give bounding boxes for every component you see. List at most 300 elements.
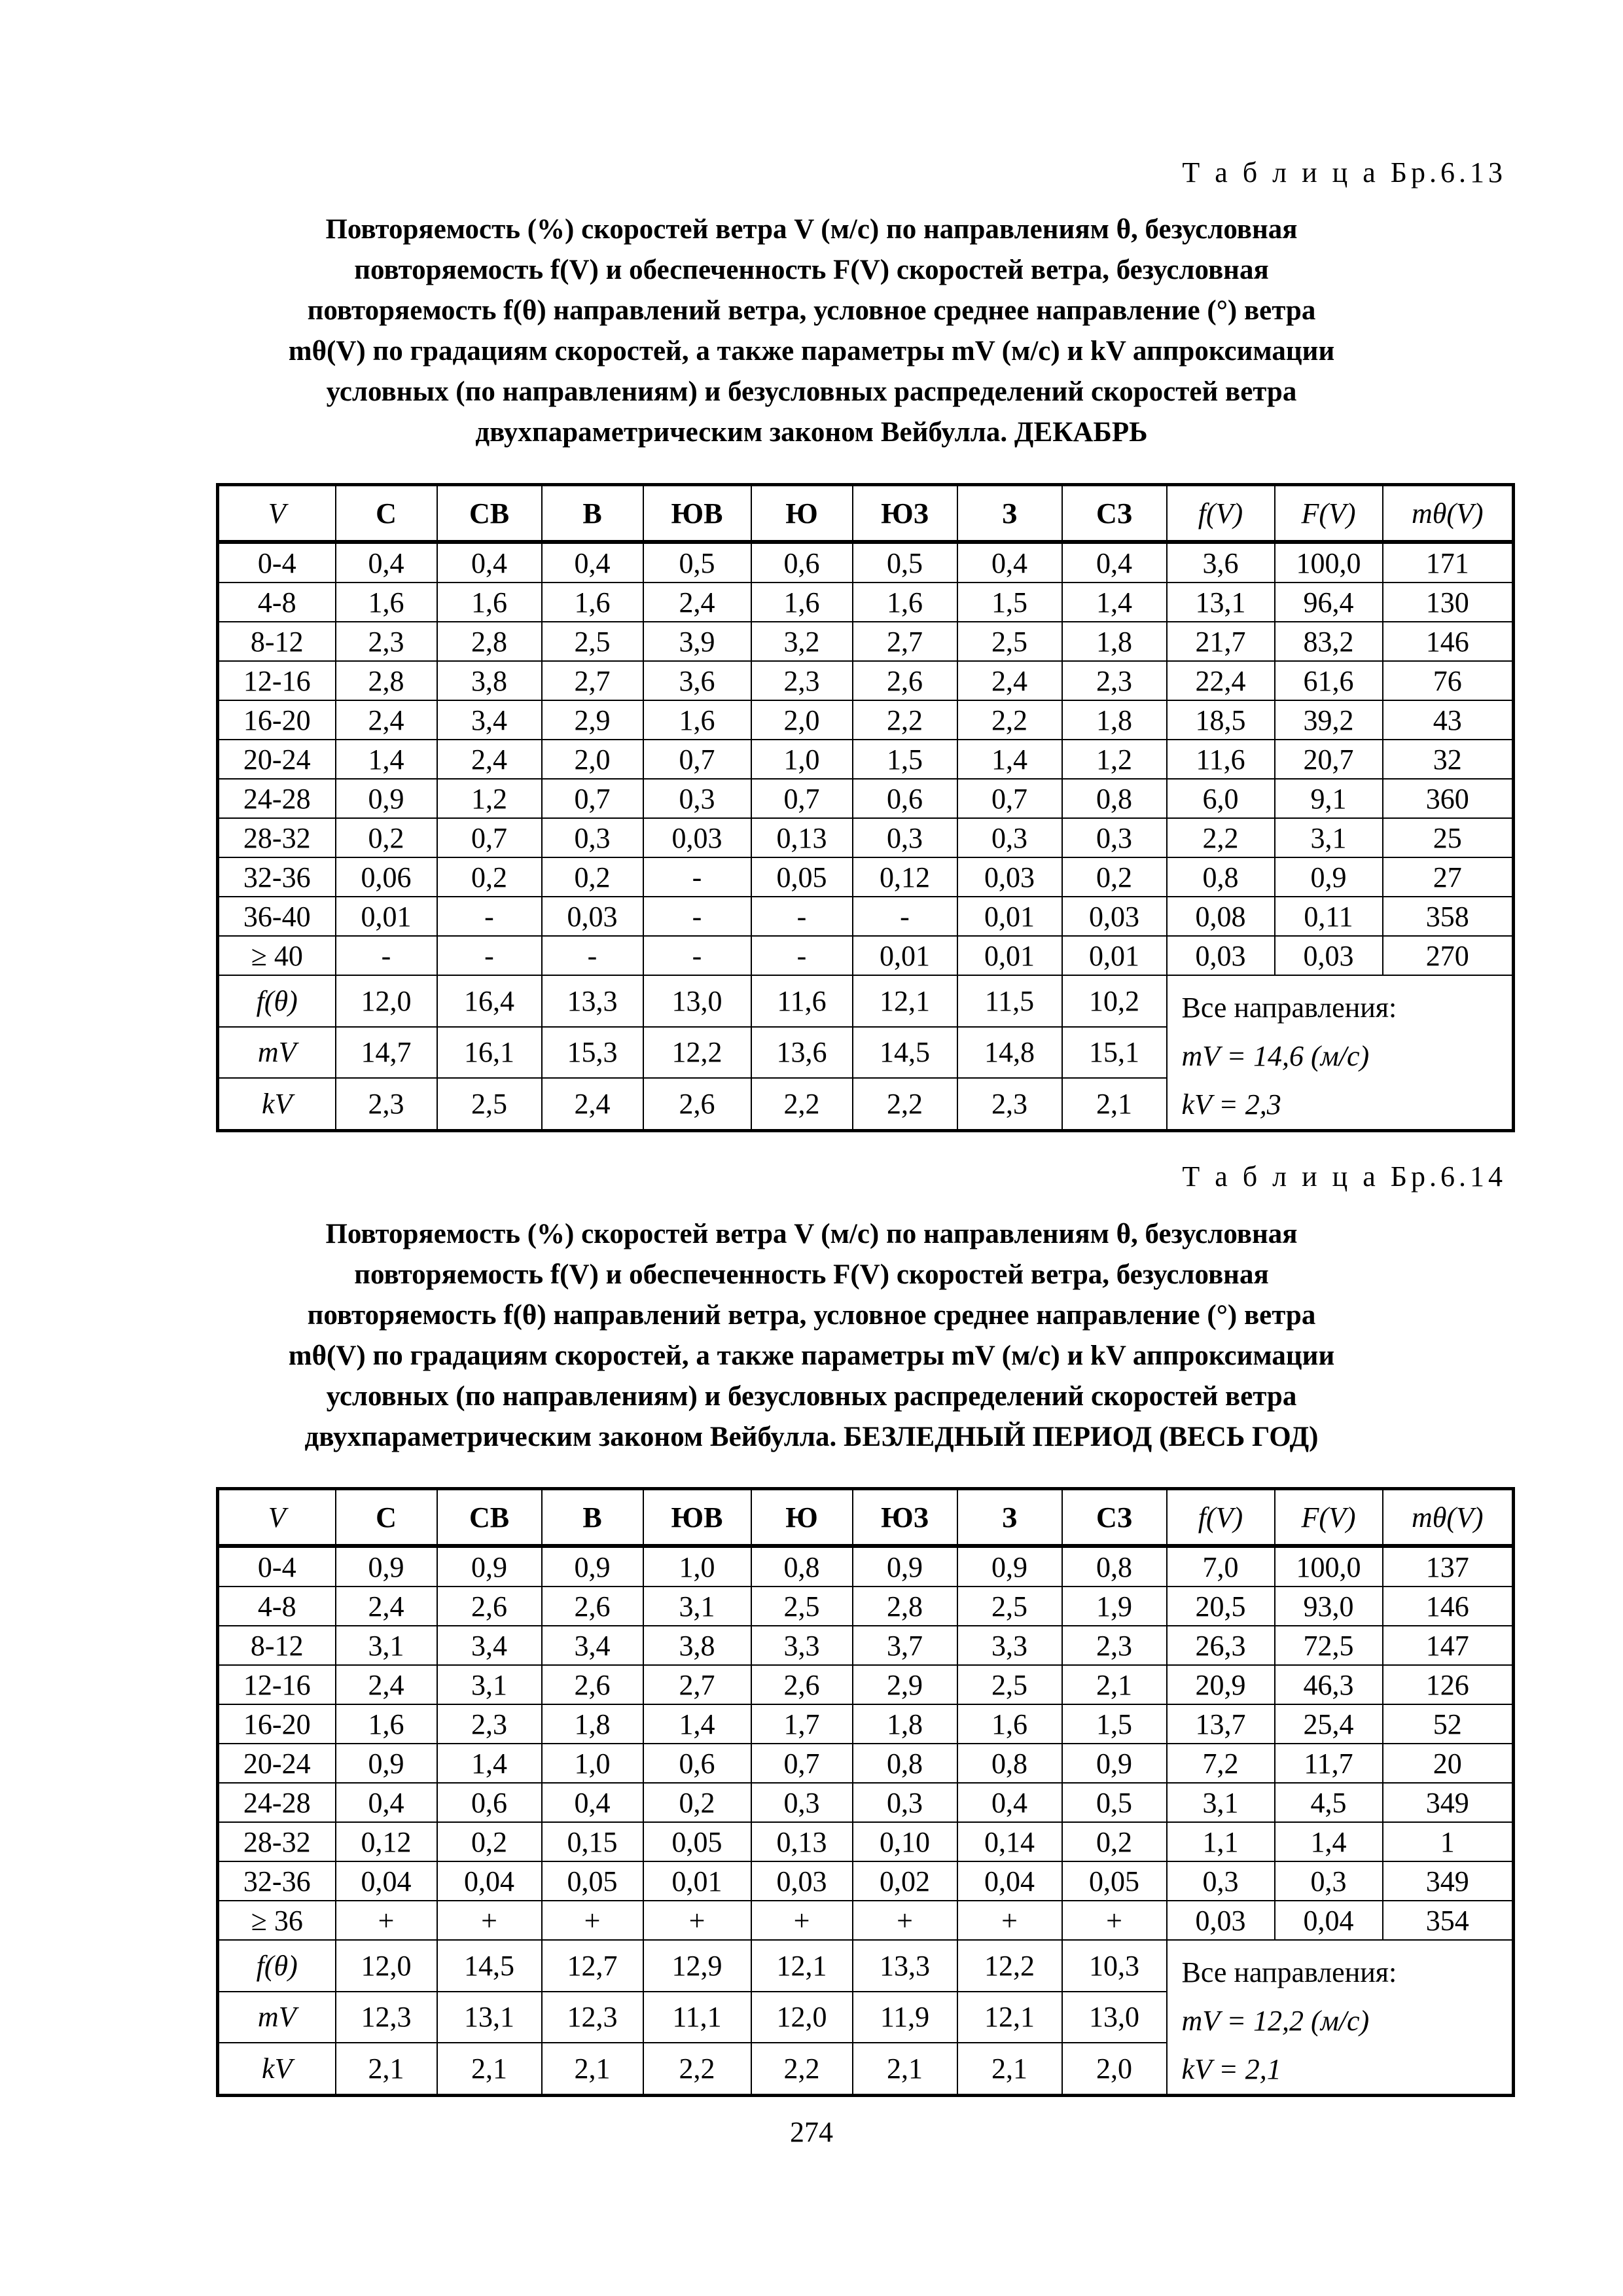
table-cell: 0,03 xyxy=(1167,936,1275,975)
speed-range-cell: 36-40 xyxy=(218,897,336,936)
parameter-cell: 12,1 xyxy=(751,1940,853,1992)
column-header: СВ xyxy=(437,485,542,543)
table-row xyxy=(218,936,1514,975)
table-cell: 0,3 xyxy=(853,1783,957,1822)
parameter-label: mV xyxy=(218,1992,336,2043)
parameter-cell: 13,3 xyxy=(542,975,643,1027)
table-cell: 4,5 xyxy=(1275,1783,1383,1822)
table-cell: 0,08 xyxy=(1167,897,1275,936)
parameter-cell: 12,0 xyxy=(336,1940,437,1992)
table-cell: 3,9 xyxy=(643,622,751,661)
title-line: двухпараметрическим законом Вейбулла. БЕЗЛЕДНЫЙ ПЕРИОД (ВЕСЬ ГОД) xyxy=(304,1422,1319,1452)
table-cell: 20,9 xyxy=(1167,1665,1275,1704)
title-line: Повторяемость (%) скоростей ветра V (м/с) по направлениям θ, безусловная xyxy=(325,214,1298,245)
table-cell: 126 xyxy=(1383,1665,1514,1704)
table-cell: 0,03 xyxy=(957,857,1062,897)
speed-range-cell: 8-12 xyxy=(218,1626,336,1665)
parameter-cell: 2,6 xyxy=(643,1078,751,1130)
table-cell: 2,8 xyxy=(437,622,542,661)
all-directions-label: Все направления: xyxy=(1181,1956,1397,1988)
parameter-label: mV xyxy=(218,1027,336,1079)
table-cell: 3,2 xyxy=(751,622,853,661)
table-cell: + xyxy=(751,1901,853,1940)
table-cell: 0,3 xyxy=(751,1783,853,1822)
table-cell: 2,7 xyxy=(542,661,643,700)
table-cell: 0,03 xyxy=(751,1861,853,1901)
table-cell: 1,4 xyxy=(1275,1822,1383,1861)
parameter-cell: 12,3 xyxy=(542,1992,643,2043)
parameter-label: kV xyxy=(218,2043,336,2095)
table-cell: 11,6 xyxy=(1167,740,1275,779)
parameter-cell: 12,9 xyxy=(643,1940,751,1992)
table-cell: 2,4 xyxy=(336,700,437,740)
table-cell: 0,05 xyxy=(1062,1861,1167,1901)
table-cell: 0,5 xyxy=(853,542,957,583)
table-cell: 2,3 xyxy=(751,661,853,700)
table-cell: 2,3 xyxy=(1062,1626,1167,1665)
table-cell: 0,01 xyxy=(336,897,437,936)
table-cell: 1,0 xyxy=(542,1744,643,1783)
table-cell: - xyxy=(853,897,957,936)
table-cell: 2,2 xyxy=(957,700,1062,740)
table-cell: 2,9 xyxy=(542,700,643,740)
table-cell: - xyxy=(643,857,751,897)
table-cell: 7,2 xyxy=(1167,1744,1275,1783)
table-cell: 2,8 xyxy=(336,661,437,700)
parameter-cell: 12,0 xyxy=(751,1992,853,2043)
title-line: Повторяемость (%) скоростей ветра V (м/с) по направлениям θ, безусловная xyxy=(325,1219,1298,1249)
parameter-cell: 14,7 xyxy=(336,1027,437,1079)
table-cell: 3,1 xyxy=(1275,818,1383,857)
table-cell: 100,0 xyxy=(1275,542,1383,583)
table-cell: + xyxy=(437,1901,542,1940)
table-cell: 3,8 xyxy=(643,1626,751,1665)
table-cell: 0,6 xyxy=(751,542,853,583)
table-caption: Т а б л и ц а Бр.6.13 xyxy=(1182,156,1507,188)
parameter-cell: 12,7 xyxy=(542,1940,643,1992)
table-cell: - xyxy=(437,897,542,936)
table-row xyxy=(218,1861,1514,1901)
table-cell: + xyxy=(1062,1901,1167,1940)
table-cell: 32 xyxy=(1383,740,1514,779)
table-cell: 0,3 xyxy=(1167,1861,1275,1901)
table-cell: 0,14 xyxy=(957,1822,1062,1861)
table-cell: 2,5 xyxy=(957,1665,1062,1704)
table-cell: 2,6 xyxy=(751,1665,853,1704)
parameter-cell: 14,5 xyxy=(853,1027,957,1079)
parameter-cell: 15,3 xyxy=(542,1027,643,1079)
all-directions-mv: mV = 12,2 (м/с) xyxy=(1181,2005,1370,2037)
speed-range-cell: 12-16 xyxy=(218,661,336,700)
table-cell: 2,7 xyxy=(643,1665,751,1704)
table-cell: 0,11 xyxy=(1275,897,1383,936)
data-table xyxy=(216,483,1515,1132)
table-cell: 0,4 xyxy=(336,1783,437,1822)
table-row xyxy=(218,857,1514,897)
table-cell: + xyxy=(336,1901,437,1940)
column-header: f(V) xyxy=(1167,1489,1275,1547)
column-header: С xyxy=(336,485,437,543)
column-header: F(V) xyxy=(1275,1489,1383,1547)
table-cell: 0,9 xyxy=(957,1546,1062,1587)
title-line: mθ(V) по градациям скоростей, а также параметры mV (м/с) и kV аппроксимации xyxy=(288,336,1335,367)
table-cell: 0,2 xyxy=(437,857,542,897)
parameter-cell: 2,1 xyxy=(957,2043,1062,2095)
table-cell: 1,6 xyxy=(957,1704,1062,1744)
table-cell: 0,2 xyxy=(1062,1822,1167,1861)
table-cell: 2,4 xyxy=(437,740,542,779)
table-title xyxy=(236,209,1387,453)
table-cell: 3,7 xyxy=(853,1626,957,1665)
table-cell: 100,0 xyxy=(1275,1546,1383,1587)
table-cell: 93,0 xyxy=(1275,1587,1383,1626)
table-cell: 0,06 xyxy=(336,857,437,897)
column-header: СЗ xyxy=(1062,485,1167,543)
table-row xyxy=(218,1822,1514,1861)
table-row xyxy=(218,1665,1514,1704)
table-row xyxy=(218,1626,1514,1665)
table-row xyxy=(218,1546,1514,1587)
column-header: СВ xyxy=(437,1489,542,1547)
parameter-cell: 2,2 xyxy=(751,2043,853,2095)
table-row xyxy=(218,1704,1514,1744)
table-cell: 0,04 xyxy=(437,1861,542,1901)
column-header: Ю xyxy=(751,1489,853,1547)
table-row xyxy=(218,700,1514,740)
table-cell: 2,8 xyxy=(853,1587,957,1626)
speed-range-cell: 24-28 xyxy=(218,1783,336,1822)
table-cell: 0,05 xyxy=(643,1822,751,1861)
table-cell: 2,6 xyxy=(542,1665,643,1704)
table-cell: 7,0 xyxy=(1167,1546,1275,1587)
title-line: повторяемость f(θ) направлений ветра, условное среднее направление (°) ветра xyxy=(307,295,1316,326)
table-cell: 2,5 xyxy=(751,1587,853,1626)
table-cell: 1,6 xyxy=(751,583,853,622)
table-cell: 3,6 xyxy=(643,661,751,700)
parameter-cell: 15,1 xyxy=(1062,1027,1167,1079)
table-row xyxy=(218,897,1514,936)
table-cell: 22,4 xyxy=(1167,661,1275,700)
table-cell: 0,3 xyxy=(957,818,1062,857)
parameter-cell: 2,2 xyxy=(643,2043,751,2095)
table-cell: 25,4 xyxy=(1275,1704,1383,1744)
table-cell: - xyxy=(437,936,542,975)
table-cell: 0,9 xyxy=(853,1546,957,1587)
all-directions-cell xyxy=(1167,1940,1514,2096)
table-cell: 0,2 xyxy=(437,1822,542,1861)
table-cell: 20,7 xyxy=(1275,740,1383,779)
table-cell: 270 xyxy=(1383,936,1514,975)
table-cell: 1,4 xyxy=(957,740,1062,779)
table-cell: 0,02 xyxy=(853,1861,957,1901)
table-cell: 2,4 xyxy=(643,583,751,622)
table-cell: 9,1 xyxy=(1275,779,1383,818)
column-header: ЮВ xyxy=(643,485,751,543)
speed-range-cell: 16-20 xyxy=(218,700,336,740)
column-header: ЮЗ xyxy=(853,1489,957,1547)
table-cell: 2,3 xyxy=(1062,661,1167,700)
speed-range-cell: 32-36 xyxy=(218,857,336,897)
table-caption: Т а б л и ц а Бр.6.14 xyxy=(1182,1160,1507,1193)
parameter-cell: 2,0 xyxy=(1062,2043,1167,2095)
table-cell: 0,3 xyxy=(1062,818,1167,857)
table-cell: 11,7 xyxy=(1275,1744,1383,1783)
table-cell: 2,4 xyxy=(336,1587,437,1626)
table-cell: - xyxy=(643,936,751,975)
table-cell: 0,2 xyxy=(542,857,643,897)
column-header: З xyxy=(957,485,1062,543)
column-header: mθ(V) xyxy=(1383,485,1514,543)
table-cell: 0,9 xyxy=(437,1546,542,1587)
table-cell: 0,2 xyxy=(1062,857,1167,897)
table-cell: 0,12 xyxy=(853,857,957,897)
parameter-cell: 12,1 xyxy=(853,975,957,1027)
parameter-cell: 16,4 xyxy=(437,975,542,1027)
all-directions-kv: kV = 2,1 xyxy=(1181,2053,1281,2085)
table-cell: 1,5 xyxy=(853,740,957,779)
table-cell: 0,7 xyxy=(643,740,751,779)
table-cell: 0,8 xyxy=(1062,1546,1167,1587)
column-header: V xyxy=(218,485,336,543)
table-cell: 1,4 xyxy=(336,740,437,779)
table-cell: 0,4 xyxy=(542,1783,643,1822)
table-cell: - xyxy=(336,936,437,975)
table-cell: - xyxy=(542,936,643,975)
table-cell: 0,03 xyxy=(643,818,751,857)
speed-range-cell: ≥ 40 xyxy=(218,936,336,975)
table-cell: 1,1 xyxy=(1167,1822,1275,1861)
table-row xyxy=(218,1744,1514,1783)
table-cell: 0,6 xyxy=(853,779,957,818)
table-cell: 0,8 xyxy=(957,1744,1062,1783)
table-cell: 0,3 xyxy=(853,818,957,857)
table-cell: 26,3 xyxy=(1167,1626,1275,1665)
table-cell: - xyxy=(643,897,751,936)
table-cell: - xyxy=(751,897,853,936)
parameter-cell: 13,0 xyxy=(643,975,751,1027)
table-cell: 43 xyxy=(1383,700,1514,740)
table-cell: 1,6 xyxy=(542,583,643,622)
table-cell: 130 xyxy=(1383,583,1514,622)
table-cell: 1,4 xyxy=(1062,583,1167,622)
table-cell: 39,2 xyxy=(1275,700,1383,740)
table-cell: 2,3 xyxy=(336,622,437,661)
table-cell: 1 xyxy=(1383,1822,1514,1861)
table-cell: 0,9 xyxy=(336,1744,437,1783)
table-cell: 0,2 xyxy=(643,1783,751,1822)
speed-range-cell: 28-32 xyxy=(218,1822,336,1861)
table-cell: 3,4 xyxy=(437,1626,542,1665)
table-cell: 2,9 xyxy=(853,1665,957,1704)
parameter-cell: 2,1 xyxy=(853,2043,957,2095)
table-cell: 2,4 xyxy=(336,1665,437,1704)
parameter-cell: 11,6 xyxy=(751,975,853,1027)
table-cell: 2,6 xyxy=(542,1587,643,1626)
table-cell: 0,4 xyxy=(437,542,542,583)
column-header: В xyxy=(542,485,643,543)
table-cell: 1,5 xyxy=(957,583,1062,622)
table-cell: 2,3 xyxy=(437,1704,542,1744)
table-cell: 0,8 xyxy=(1062,779,1167,818)
table-cell: 3,1 xyxy=(643,1587,751,1626)
parameter-cell: 2,1 xyxy=(542,2043,643,2095)
table-cell: 2,2 xyxy=(853,700,957,740)
table-row xyxy=(218,1587,1514,1626)
table-cell: 0,3 xyxy=(643,779,751,818)
title-line: условных (по направлениям) и безусловных распределений скоростей ветра xyxy=(326,1381,1297,1412)
parameter-cell: 2,3 xyxy=(957,1078,1062,1130)
table-cell: 0,7 xyxy=(542,779,643,818)
parameter-cell: 11,9 xyxy=(853,1992,957,2043)
table-cell: 1,8 xyxy=(853,1704,957,1744)
table-cell: 0,4 xyxy=(542,542,643,583)
table-cell: 0,01 xyxy=(957,936,1062,975)
table-cell: - xyxy=(751,936,853,975)
table-cell: 6,0 xyxy=(1167,779,1275,818)
all-directions-mv: mV = 14,6 (м/с) xyxy=(1181,1040,1370,1072)
header-row xyxy=(218,1489,1514,1547)
table-cell: 349 xyxy=(1383,1861,1514,1901)
parameter-row xyxy=(218,1940,1514,1992)
parameter-cell: 2,3 xyxy=(336,1078,437,1130)
parameter-cell: 12,3 xyxy=(336,1992,437,2043)
table-cell: 3,4 xyxy=(437,700,542,740)
table-cell: 0,8 xyxy=(1167,857,1275,897)
parameter-cell: 2,4 xyxy=(542,1078,643,1130)
table-cell: 2,2 xyxy=(1167,818,1275,857)
table-cell: 0,13 xyxy=(751,818,853,857)
table-cell: 0,7 xyxy=(751,1744,853,1783)
table-cell: 354 xyxy=(1383,1901,1514,1940)
speed-range-cell: 0-4 xyxy=(218,1546,336,1587)
parameter-cell: 2,1 xyxy=(1062,1078,1167,1130)
table-cell: 0,01 xyxy=(853,936,957,975)
table-cell: 1,8 xyxy=(1062,622,1167,661)
table-cell: 3,1 xyxy=(437,1665,542,1704)
table-cell: 46,3 xyxy=(1275,1665,1383,1704)
table-cell: 0,05 xyxy=(542,1861,643,1901)
table-cell: 0,2 xyxy=(336,818,437,857)
table-cell: 0,3 xyxy=(1275,1861,1383,1901)
table-cell: 76 xyxy=(1383,661,1514,700)
table-cell: 2,7 xyxy=(853,622,957,661)
table-cell: 13,7 xyxy=(1167,1704,1275,1744)
table-cell: 1,0 xyxy=(643,1546,751,1587)
table-cell: 0,7 xyxy=(957,779,1062,818)
table-cell: 0,04 xyxy=(957,1861,1062,1901)
parameter-cell: 2,5 xyxy=(437,1078,542,1130)
all-directions-cell xyxy=(1167,975,1514,1131)
table-cell: 0,3 xyxy=(542,818,643,857)
table-cell: 0,5 xyxy=(1062,1783,1167,1822)
table-row xyxy=(218,818,1514,857)
column-header: В xyxy=(542,1489,643,1547)
table-cell: 0,13 xyxy=(751,1822,853,1861)
table-cell: 3,4 xyxy=(542,1626,643,1665)
parameter-cell: 16,1 xyxy=(437,1027,542,1079)
column-header: ЮВ xyxy=(643,1489,751,1547)
speed-range-cell: 20-24 xyxy=(218,740,336,779)
table-cell: 96,4 xyxy=(1275,583,1383,622)
speed-range-cell: 8-12 xyxy=(218,622,336,661)
data-table xyxy=(216,1487,1515,2097)
table-cell: 1,6 xyxy=(853,583,957,622)
title-line: mθ(V) по градациям скоростей, а также параметры mV (м/с) и kV аппроксимации xyxy=(288,1340,1335,1371)
table-row xyxy=(218,583,1514,622)
table-cell: 2,0 xyxy=(751,700,853,740)
speed-range-cell: 16-20 xyxy=(218,1704,336,1744)
table-cell: 25 xyxy=(1383,818,1514,857)
table-cell: 0,4 xyxy=(957,542,1062,583)
table-cell: 21,7 xyxy=(1167,622,1275,661)
table-row xyxy=(218,779,1514,818)
parameter-cell: 10,3 xyxy=(1062,1940,1167,1992)
table-cell: 2,6 xyxy=(853,661,957,700)
table-cell: 20,5 xyxy=(1167,1587,1275,1626)
table-cell: 1,0 xyxy=(751,740,853,779)
table-cell: 1,6 xyxy=(336,583,437,622)
table-cell: 0,4 xyxy=(336,542,437,583)
parameter-cell: 2,2 xyxy=(751,1078,853,1130)
table-cell: + xyxy=(957,1901,1062,1940)
table-cell: 0,01 xyxy=(643,1861,751,1901)
table-cell: 3,8 xyxy=(437,661,542,700)
page-number: 274 xyxy=(790,2116,833,2148)
table-cell: + xyxy=(853,1901,957,1940)
table-cell: 2,4 xyxy=(957,661,1062,700)
all-directions-label: Все направления: xyxy=(1181,992,1397,1024)
parameter-cell: 13,6 xyxy=(751,1027,853,1079)
parameter-cell: 12,2 xyxy=(643,1027,751,1079)
parameter-cell: 12,0 xyxy=(336,975,437,1027)
table-cell: 0,7 xyxy=(437,818,542,857)
parameter-cell: 11,1 xyxy=(643,1992,751,2043)
table-row xyxy=(218,740,1514,779)
table-cell: 0,15 xyxy=(542,1822,643,1861)
table-cell: 72,5 xyxy=(1275,1626,1383,1665)
table-cell: 3,3 xyxy=(957,1626,1062,1665)
table-cell: 0,8 xyxy=(853,1744,957,1783)
column-header: mθ(V) xyxy=(1383,1489,1514,1547)
table-cell: 1,9 xyxy=(1062,1587,1167,1626)
table-row xyxy=(218,661,1514,700)
all-directions-kv: kV = 2,3 xyxy=(1181,1088,1281,1121)
table-cell: 0,03 xyxy=(1275,936,1383,975)
table-cell: 2,5 xyxy=(957,1587,1062,1626)
table-row xyxy=(218,1783,1514,1822)
table-row xyxy=(218,1901,1514,1940)
column-header: С xyxy=(336,1489,437,1547)
table-cell: 3,1 xyxy=(1167,1783,1275,1822)
title-line: повторяемость f(V) и обеспеченность F(V) скоростей ветра, безусловная xyxy=(354,1259,1269,1290)
speed-range-cell: 12-16 xyxy=(218,1665,336,1704)
parameter-cell: 13,1 xyxy=(437,1992,542,2043)
table-cell: 360 xyxy=(1383,779,1514,818)
table-cell: 3,1 xyxy=(336,1626,437,1665)
table-cell: 2,0 xyxy=(542,740,643,779)
table-cell: 147 xyxy=(1383,1626,1514,1665)
table-cell: 0,8 xyxy=(751,1546,853,1587)
parameter-cell: 13,0 xyxy=(1062,1992,1167,2043)
table-cell: 171 xyxy=(1383,542,1514,583)
table-cell: 0,9 xyxy=(336,1546,437,1587)
table-cell: 1,4 xyxy=(643,1704,751,1744)
speed-range-cell: 28-32 xyxy=(218,818,336,857)
table-cell: 0,03 xyxy=(1167,1901,1275,1940)
column-header: СЗ xyxy=(1062,1489,1167,1547)
table-cell: 0,9 xyxy=(1062,1744,1167,1783)
header-row xyxy=(218,485,1514,543)
